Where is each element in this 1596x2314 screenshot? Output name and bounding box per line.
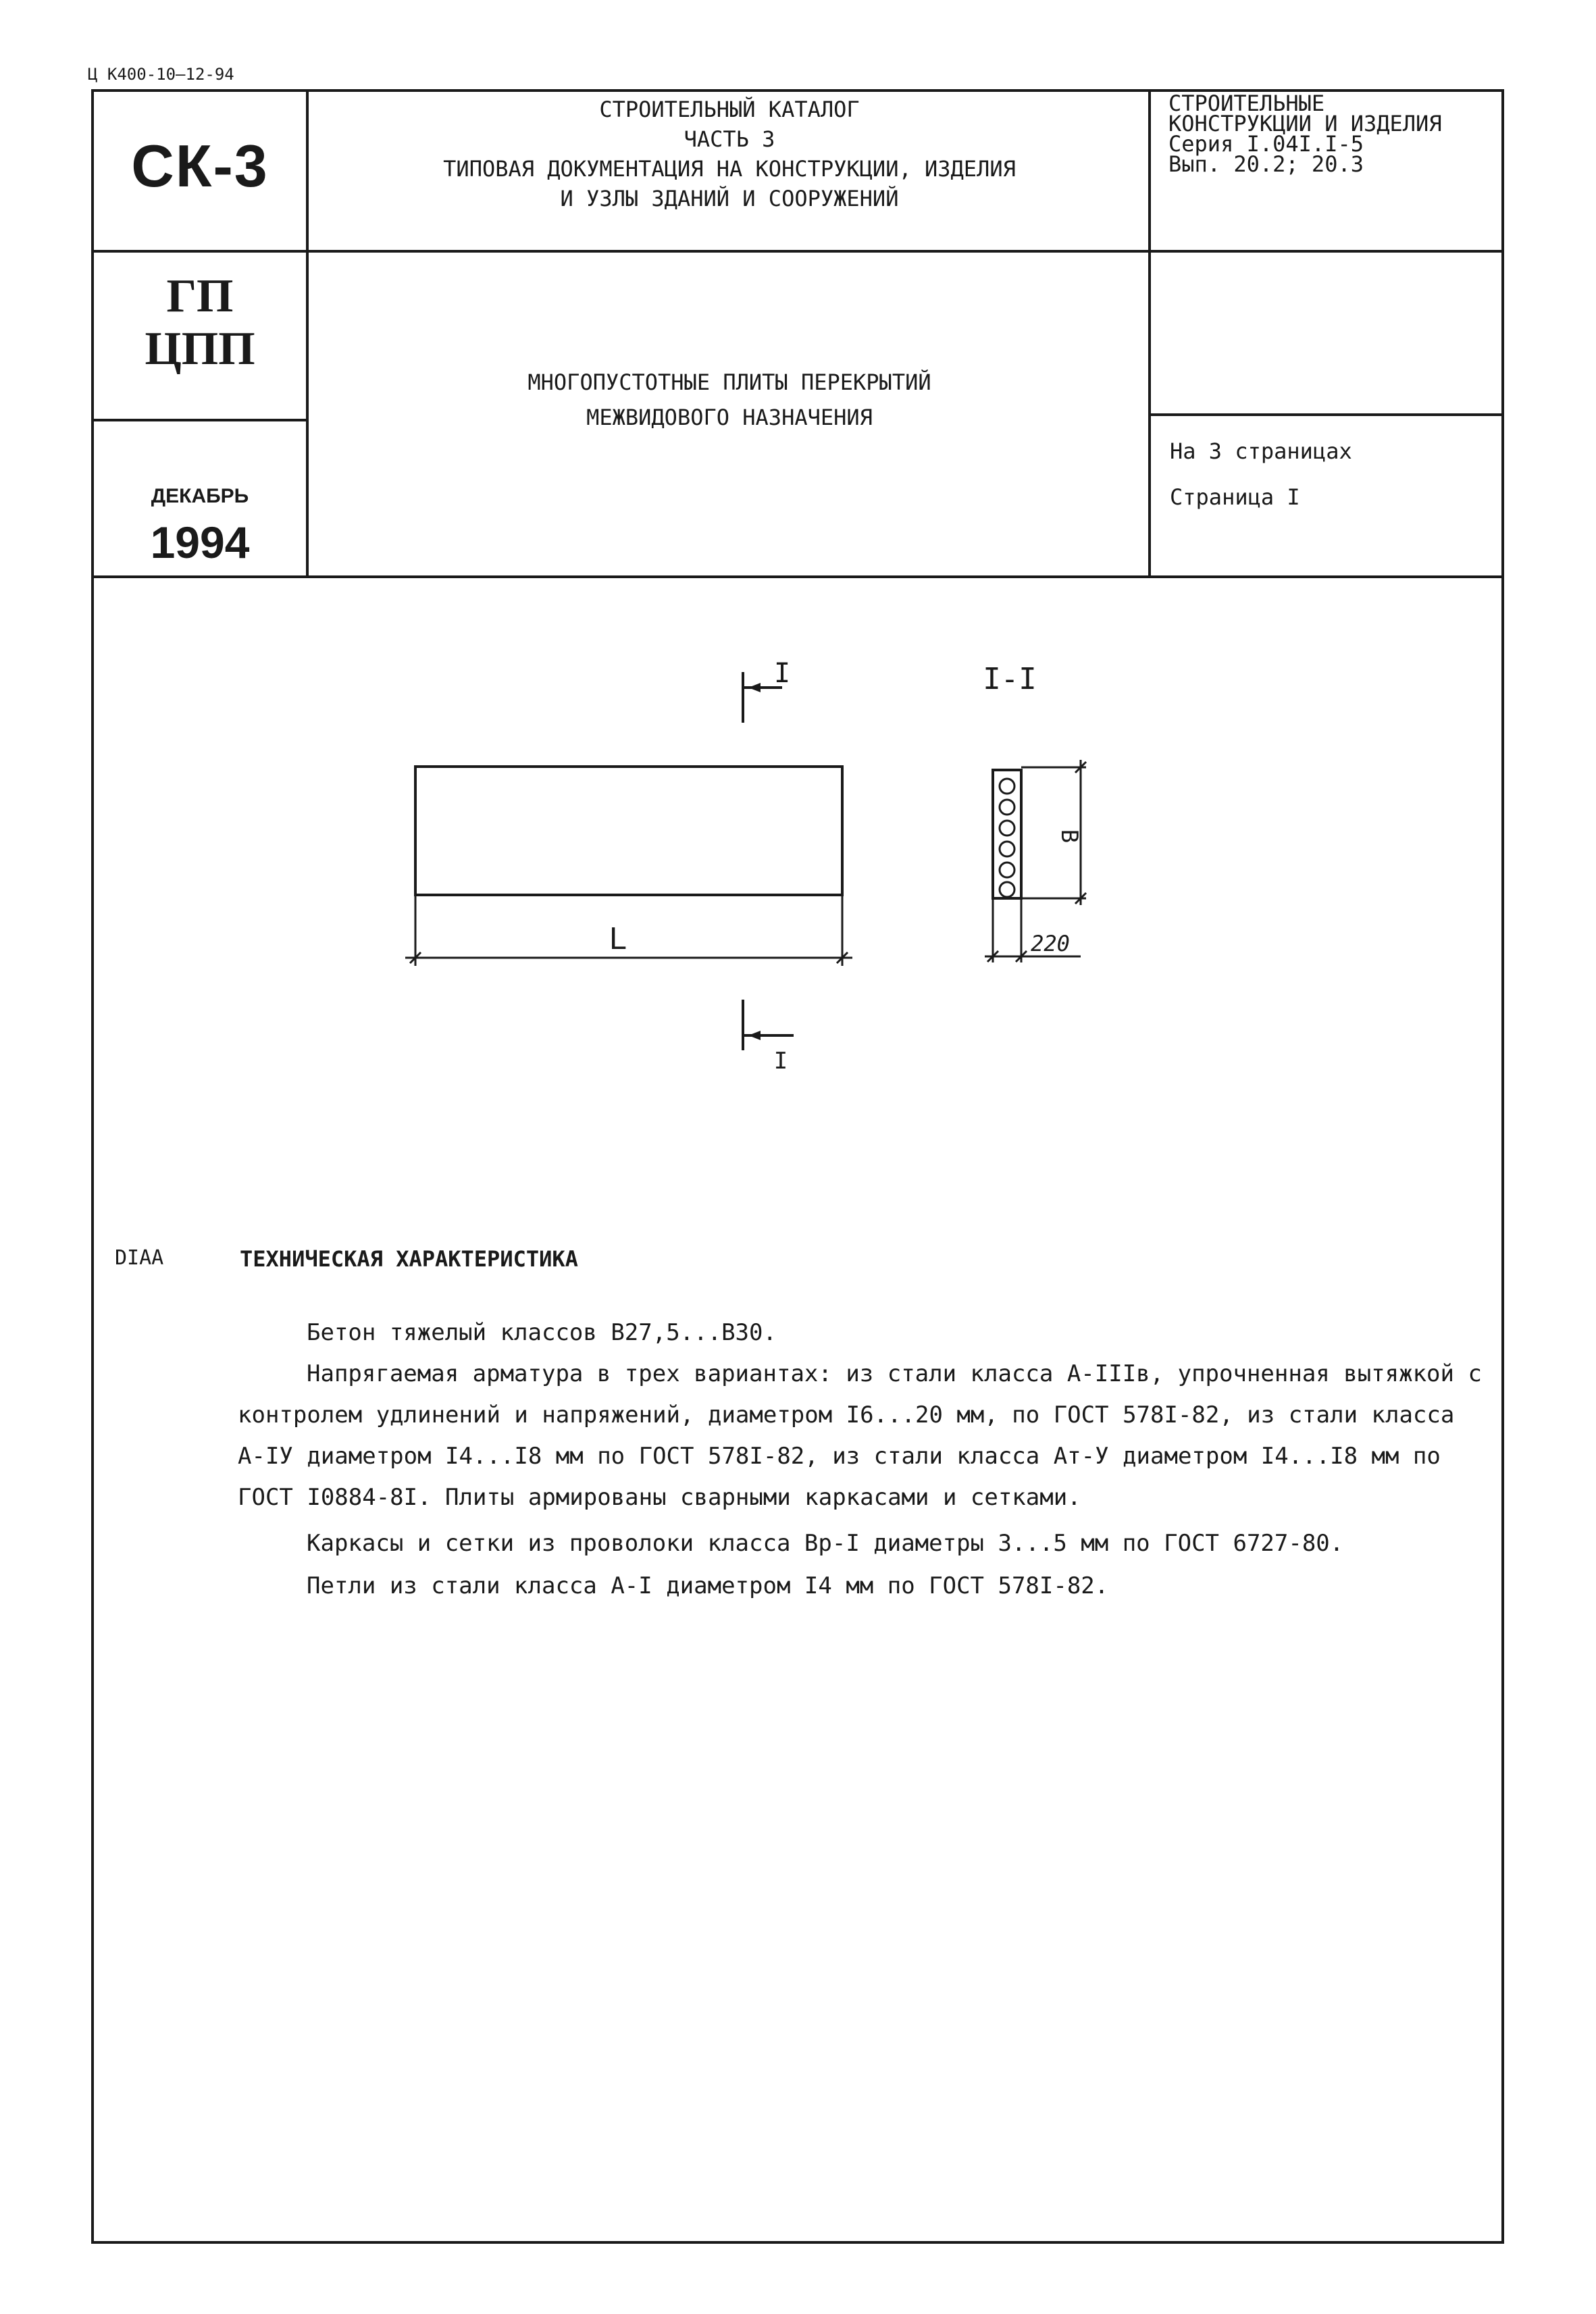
slab-plan-rect [415, 767, 842, 895]
paragraph-loops: Петли из стали класса А-I диаметром I4 мм по ГОСТ 578I-82. [307, 1572, 1109, 1599]
slab-drawing [378, 635, 1202, 1121]
page-info [1170, 428, 1352, 520]
section-heading: ТЕХНИЧЕСКАЯ ХАРАКТЕРИСТИКА [240, 1246, 578, 1272]
total-pages: На 3 страницах [1170, 438, 1352, 464]
org-line-1: ГП [166, 270, 234, 322]
org-date-divider [91, 419, 307, 421]
section-mark-label-top: I [773, 658, 791, 689]
catalog-line: И УЗЛЫ ЗДАНИЙ И СООРУЖЕНИЙ [560, 186, 899, 211]
header-divider [91, 250, 1504, 253]
right-column-divider [1148, 89, 1151, 578]
section-mark-label-bottom: I [773, 1048, 788, 1075]
section-code: DIAA [115, 1246, 164, 1270]
series-line: СТРОИТЕЛЬНЫЕ [1168, 91, 1325, 116]
section-title: I-I [983, 662, 1037, 696]
paragraph-reinforcement: Напрягаемая арматура в трех вариантах: из стали класса А-IIIв, упрочненная вытяжкой с контролем удлинений и напряжений, диаметром I6...20 мм, по ГОСТ 578I-82, из стали класса А-IУ диаметром I4...I8 мм по ГОСТ 578I-82, из стали класса Ат-У диаметром I4...I8 мм по ГОСТ I0884-8I. Плиты армированы сварными каркасами и сетками. [238, 1360, 1482, 1511]
series-line: Вып. 20.2; 20.3 [1168, 151, 1364, 177]
document-title [311, 365, 1148, 435]
series-line: КОНСТРУКЦИИ И ИЗДЕЛИЯ [1168, 111, 1442, 136]
paragraph-concrete: Бетон тяжелый классов В27,5...В30. [307, 1319, 777, 1346]
document-code: Ц К400-10—12-94 [88, 65, 234, 84]
series-line: Серия I.04I.I-5 [1168, 131, 1364, 157]
thickness-label: 220 [1031, 931, 1070, 956]
catalog-line: ЧАСТЬ 3 [684, 126, 775, 152]
current-page: Страница I [1170, 484, 1300, 510]
title-line: МЕЖВИДОВОГО НАЗНАЧЕНИЯ [586, 405, 873, 430]
slab-cross-section [993, 770, 1021, 898]
catalog-code: СК-3 [131, 132, 269, 199]
issue-month: ДЕКАБРЬ [151, 485, 249, 507]
catalog-line: ТИПОВАЯ ДОКУМЕНТАЦИЯ НА КОНСТРУКЦИИ, ИЗДЕЛИЯ [443, 156, 1016, 182]
paragraph-frames: Каркасы и сетки из проволоки класса Вр-I диаметры 3...5 мм по ГОСТ 6727-80. [307, 1530, 1344, 1557]
org-line-2: ЦПП [145, 323, 255, 375]
series-info [1168, 91, 1442, 177]
title-block-bottom [91, 575, 1504, 578]
width-label: В [1056, 829, 1083, 844]
catalog-heading [311, 95, 1148, 213]
organization [93, 270, 307, 376]
pages-divider [1148, 413, 1504, 416]
section-mark-bottom [743, 1000, 794, 1050]
issue-year: 1994 [150, 517, 250, 567]
catalog-line: СТРОИТЕЛЬНЫЙ КАТАЛОГ [599, 97, 860, 122]
length-label: L [609, 921, 627, 956]
title-line: МНОГОПУСТОТНЫЕ ПЛИТЫ ПЕРЕКРЫТИЙ [527, 369, 931, 395]
